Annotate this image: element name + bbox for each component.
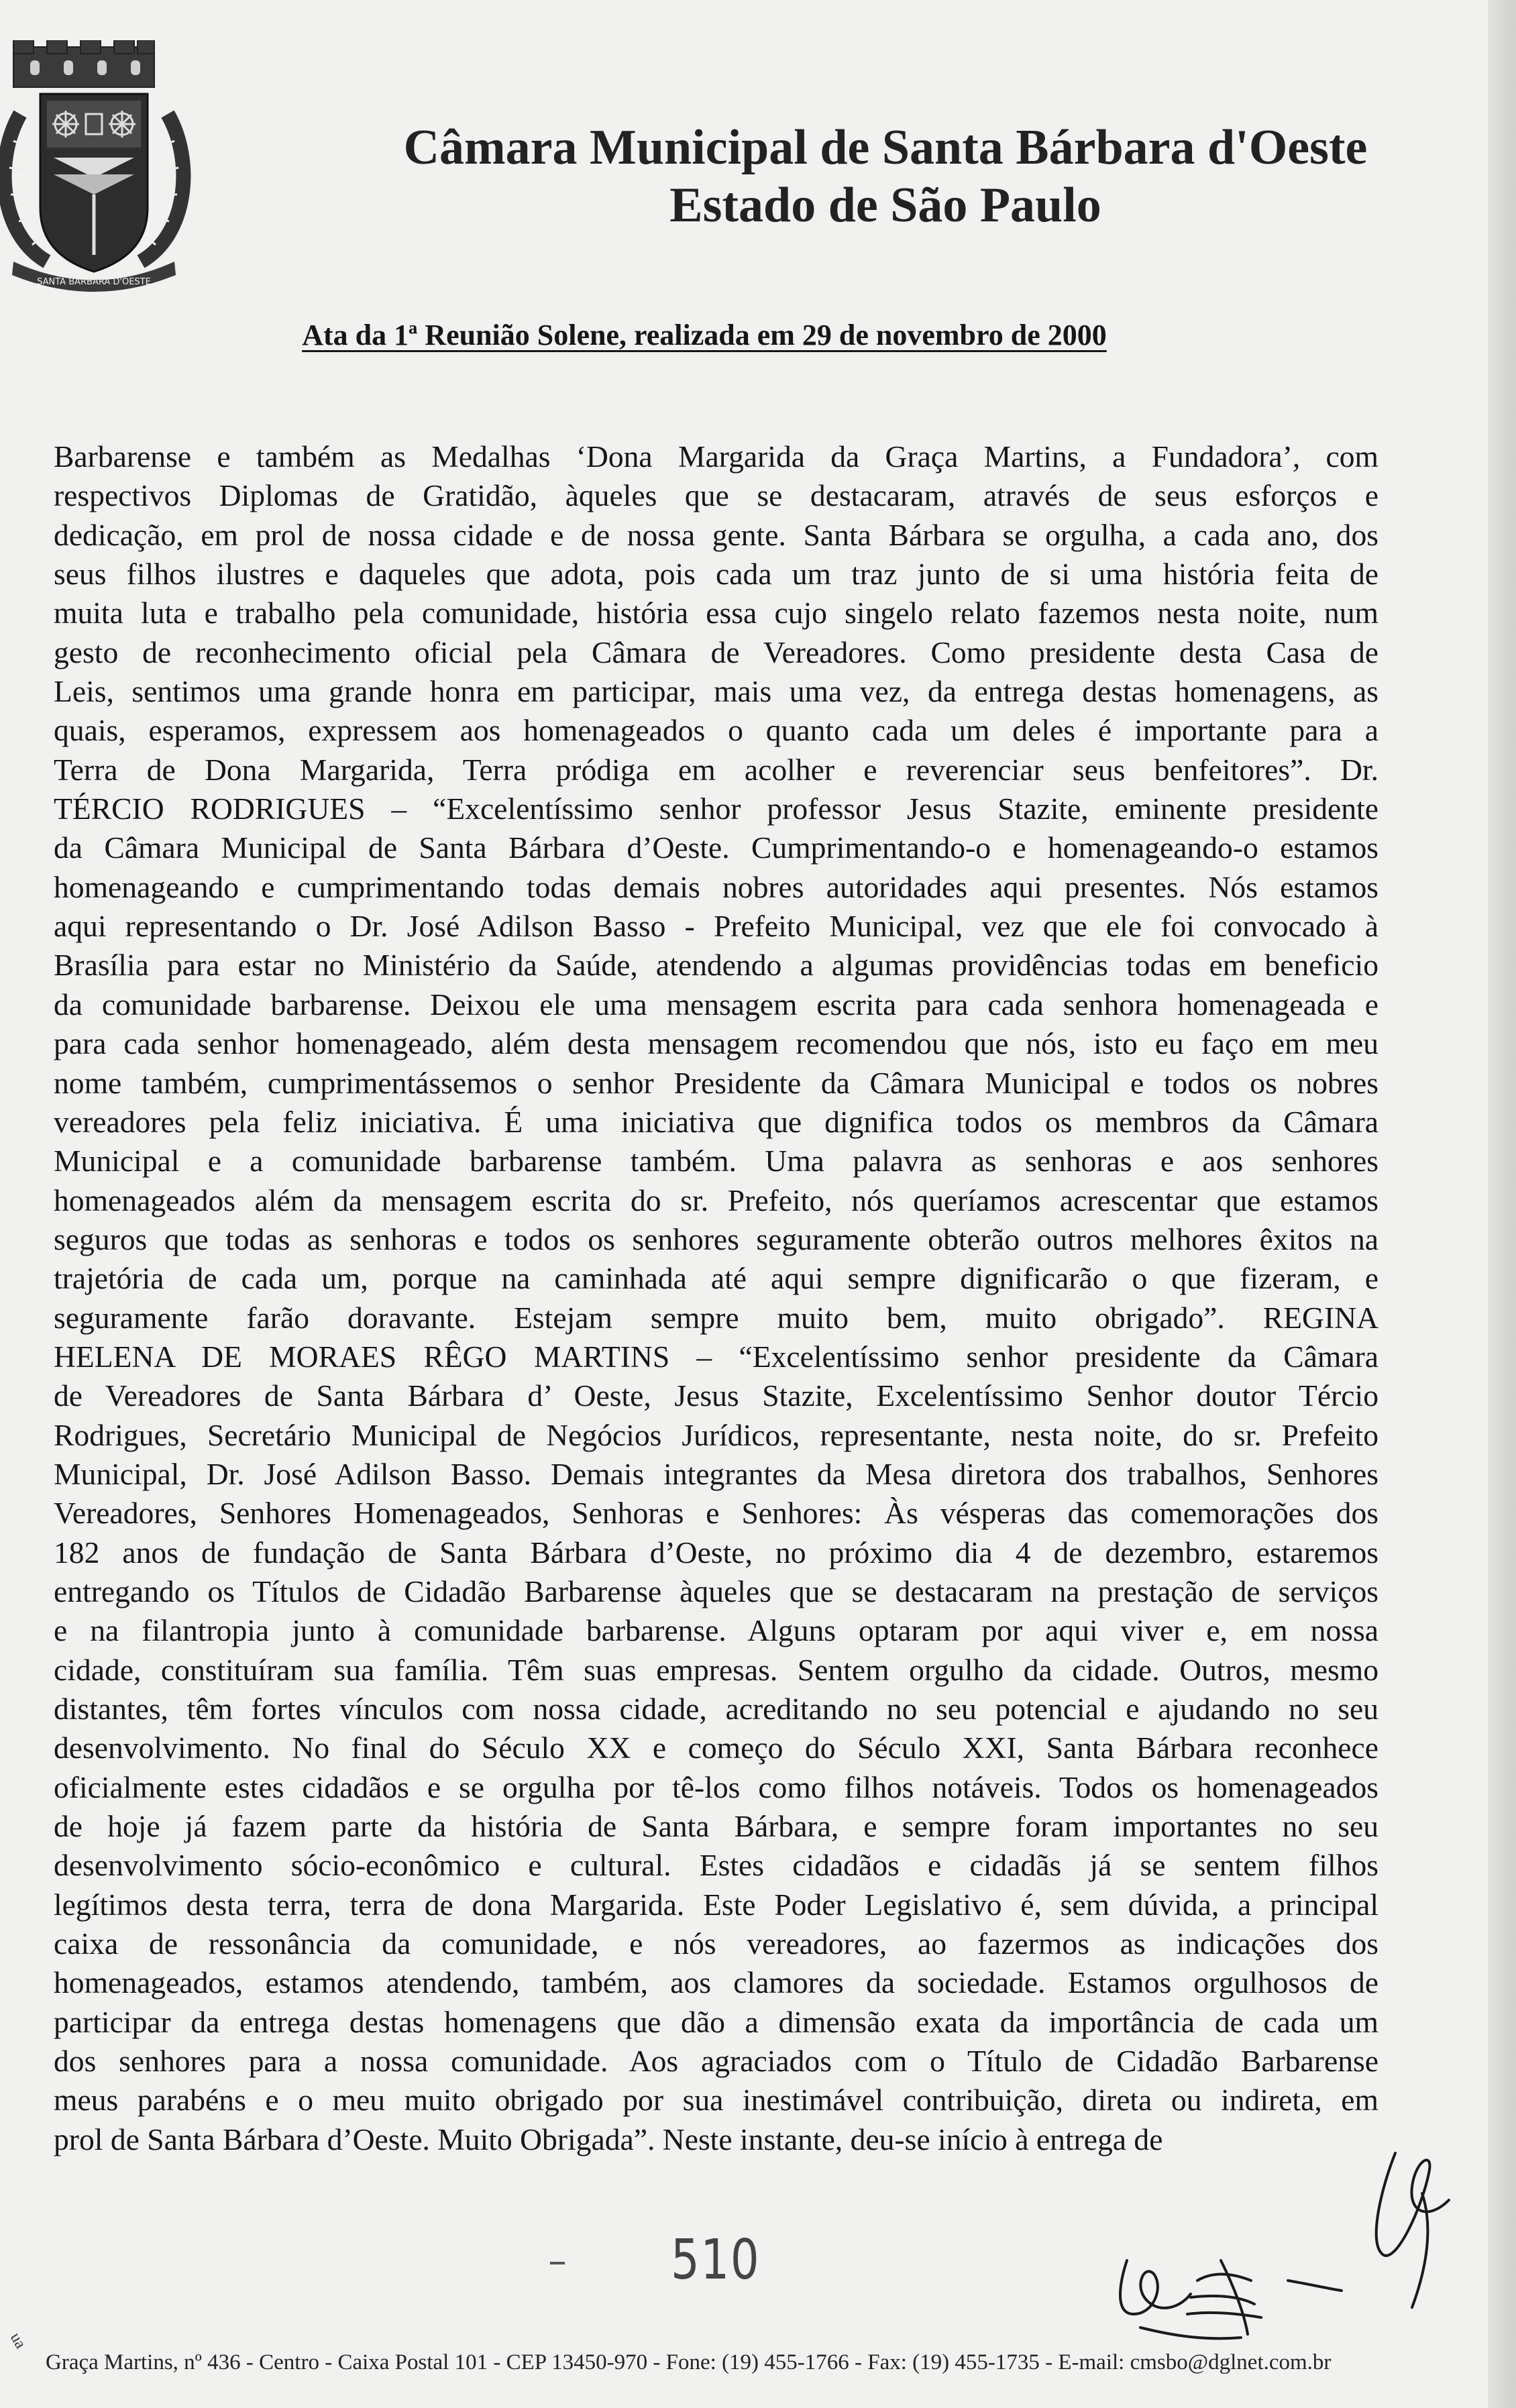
body-line: Vereadores, Senhores Homenageados, Senhoras e Senhores: Às vésperas das comemorações dos [54, 1496, 1378, 1531]
handwritten-signatures [1020, 2113, 1462, 2354]
body-line: caixa de ressonância da comunidade, e nós vereadores, ao fazermos as indicações dos [54, 1926, 1378, 1961]
body-line: da comunidade barbarense. Deixou ele uma mensagem escrita para cada senhora homenageada e [54, 987, 1378, 1022]
page-edge-shadow [1488, 0, 1516, 2408]
body-line: Brasília para estar no Ministério da Saúde, atendendo a algumas providências todas em beneficio [54, 948, 1378, 983]
body-line: entregando os Títulos de Cidadão Barbarense àqueles que se destacaram na prestação de serviços [54, 1574, 1378, 1608]
body-line: para cada senhor homenageado, além desta mensagem recomendou que nós, isto eu faço em meu [54, 1026, 1378, 1061]
body-line: e na filantropia junto à comunidade barbarense. Alguns optaram por aqui viver e, em nossa [54, 1613, 1378, 1648]
body-line: distantes, têm fortes vínculos com nossa cidade, acreditando no seu potencial e ajudando no seu [54, 1692, 1378, 1726]
body-line: de hoje já fazem parte da história de Santa Bárbara, e sempre foram importantes no seu [54, 1809, 1378, 1844]
body-line: seguramente farão doravante. Estejam sempre muito bem, muito obrigado”. REGINA [54, 1300, 1378, 1335]
document-title: Ata da 1ª Reunião Solene, realizada em 29 de novembro de 2000 [302, 319, 1107, 351]
coat-of-arms-emblem [0, 40, 195, 298]
body-line: Leis, sentimos uma grande honra em participar, mais uma vez, da entrega destas homenagens, as [54, 674, 1378, 709]
body-line: seguros que todas as senhoras e todos os senhores seguramente obterão outros melhores êxitos na [54, 1221, 1378, 1256]
page-number-dash [550, 2262, 565, 2264]
body-line: HELENA DE MORAES RÊGO MARTINS – “Excelentíssimo senhor presidente da Câmara [54, 1339, 1378, 1374]
body-line: homenageando e cumprimentando todas demais nobres autoridades aqui presentes. Nós estamos [54, 869, 1378, 904]
body-line: Rodrigues, Secretário Municipal de Negócios Jurídicos, representante, nesta noite, do sr. Prefeito [54, 1417, 1378, 1452]
body-line: aqui representando o Dr. José Adilson Basso - Prefeito Municipal, vez que ele foi convocado à [54, 909, 1378, 944]
body-line: nome também, cumprimentássemos o senhor Presidente da Câmara Municipal e todos os nobres [54, 1065, 1378, 1100]
header-title-council: Câmara Municipal de Santa Bárbara d'Oeste [403, 120, 1368, 175]
body-line: Barbarense e também as Medalhas ‘Dona Margarida da Graça Martins, a Fundadora’, com [54, 439, 1378, 474]
body-line: legítimos desta terra, terra de dona Margarida. Este Poder Legislativo é, sem dúvida, a principal [54, 1887, 1378, 1922]
minutes-body-text [54, 437, 1378, 2159]
body-line: 182 anos de fundação de Santa Bárbara d’Oeste, no próximo dia 4 de dezembro, estaremos [54, 1535, 1378, 1570]
body-line: Municipal e a comunidade barbarense também. Uma palavra as senhoras e aos senhores [54, 1144, 1378, 1179]
body-line: muita luta e trabalho pela comunidade, história essa cujo singelo relato fazemos nesta noite, num [54, 596, 1378, 631]
body-line: desenvolvimento sócio-econômico e cultural. Estes cidadãos e cidadãs já se sentem filhos [54, 1848, 1378, 1883]
body-line: homenageados, estamos atendendo, também, aos clamores da sociedade. Estamos orgulhosos de [54, 1965, 1378, 2000]
emblem-banner-text: SANTA BARBARA D'OESTE [37, 277, 151, 287]
body-line: participar da entrega destas homenagens que dão a dimensão exata da importância de cada um [54, 2004, 1378, 2039]
body-line: da Câmara Municipal de Santa Bárbara d’Oeste. Cumprimentando-o e homenageando-o estamos [54, 830, 1378, 865]
svg-text:ua: ua [6, 2330, 30, 2352]
body-line: vereadores pela feliz iniciativa. É uma iniciativa que dignifica todos os membros da Câmara [54, 1104, 1378, 1139]
body-line: TÉRCIO RODRIGUES – “Excelentíssimo senhor professor Jesus Stazite, eminente presidente [54, 791, 1378, 826]
body-line: trajetória de cada um, porque na caminhada até aqui sempre dignificarão o que fizeram, e [54, 1261, 1378, 1296]
body-line: dos senhores para a nossa comunidade. Aos agraciados com o Título de Cidadão Barbarense [54, 2044, 1378, 2079]
body-line: de Vereadores de Santa Bárbara d’ Oeste, Jesus Stazite, Excelentíssimo Senhor doutor Tércio [54, 1378, 1378, 1413]
body-line: prol de Santa Bárbara d’Oeste. Muito Obrigada”. Neste instante, deu-se início à entrega de [54, 2122, 1163, 2156]
body-line: dedicação, em prol de nossa cidade e de nossa gente. Santa Bárbara se orgulha, a cada ano, dos [54, 517, 1378, 552]
body-line: quais, esperamos, expressem aos homenageados o quanto cada um deles é importante para a [54, 713, 1378, 748]
body-line: desenvolvimento. No final do Século XX e começo do Século XXI, Santa Bárbara reconhece [54, 1731, 1378, 1765]
body-line: Terra de Dona Margarida, Terra pródiga em acolher e reverenciar seus benfeitores”. Dr. [54, 752, 1378, 787]
footer-address: Graça Martins, nº 436 - Centro - Caixa Postal 101 - CEP 13450-970 - Fone: (19) 455-1766 - Fax: (19) 455-1735 - E-mail: cmsbo@dglnet.com.br [46, 2350, 1332, 2374]
body-line: homenageados além da mensagem escrita do sr. Prefeito, nós queríamos acrescentar que estamos [54, 1183, 1378, 1217]
body-line: cidade, constituíram sua família. Têm suas empresas. Sentem orgulho da cidade. Outros, mesmo [54, 1652, 1378, 1687]
body-line: gesto de reconhecimento oficial pela Câmara de Vereadores. Como presidente desta Casa de [54, 635, 1378, 669]
body-line: Municipal, Dr. José Adilson Basso. Demais integrantes da Mesa diretora dos trabalhos, Senhores [54, 1456, 1378, 1491]
body-line: respectivos Diplomas de Gratidão, àqueles que se destacaram, através de seus esforços e [54, 478, 1378, 513]
body-line: meus parabéns e o meu muito obrigado por sua inestimável contribuição, direta ou indireta, em [54, 2083, 1378, 2118]
page-number: 510 [671, 2228, 761, 2292]
header-title-state: Estado de São Paulo [669, 178, 1101, 233]
body-line: seus filhos ilustres e daqueles que adota, pois cada um traz junto de si uma história feita de [54, 557, 1378, 592]
body-line: oficialmente estes cidadãos e se orgulha por tê-los como filhos notáveis. Todos os homenageados [54, 1769, 1378, 1804]
